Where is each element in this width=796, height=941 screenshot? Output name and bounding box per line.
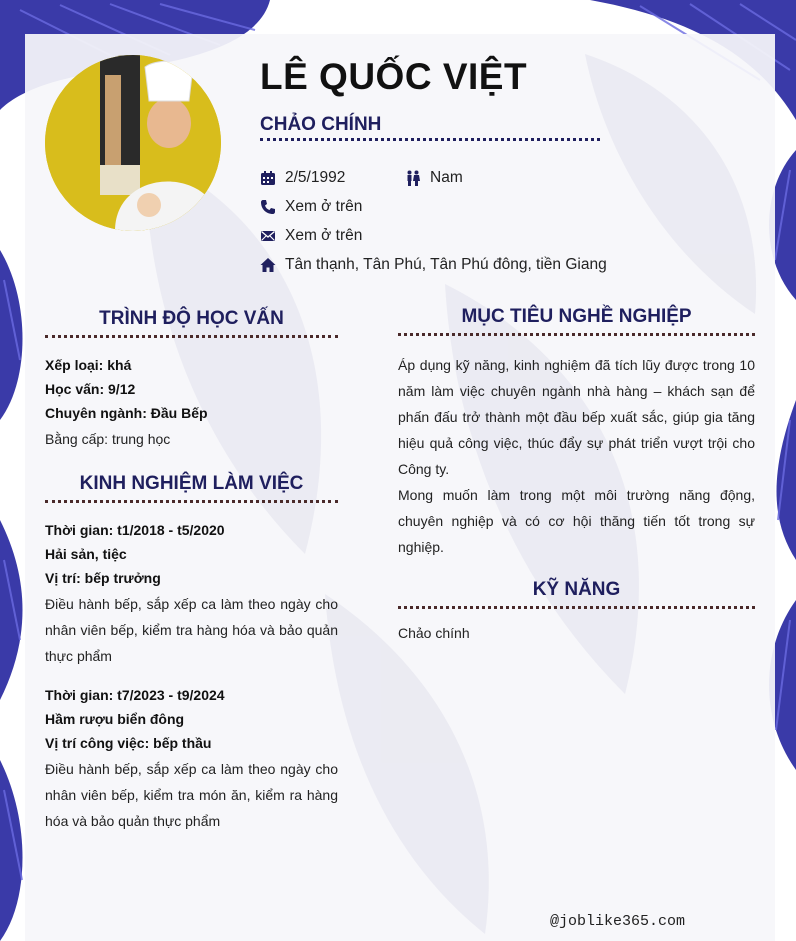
gender-value: Nam bbox=[430, 169, 463, 186]
birthday-value: 2/5/1992 bbox=[285, 169, 346, 186]
home-icon bbox=[260, 257, 276, 273]
education-title: TRÌNH ĐỘ HỌC VẤN bbox=[99, 308, 284, 329]
job1-time: Thời gian: t1/2018 - t5/2020 bbox=[45, 522, 225, 538]
skills-title: KỸ NĂNG bbox=[532, 579, 621, 600]
job2-company: Hầm rượu biển đông bbox=[45, 711, 185, 727]
objective-title: MỤC TIÊU NGHỀ NGHIỆP bbox=[461, 306, 692, 327]
job2-position: Vị trí công việc: bếp thầu bbox=[45, 735, 212, 751]
birthday-row bbox=[260, 169, 345, 187]
address-row bbox=[260, 256, 607, 274]
job1-company: Hải sản, tiệc bbox=[45, 546, 127, 562]
phone-icon bbox=[260, 199, 276, 215]
job2-time: Thời gian: t7/2023 - t9/2024 bbox=[45, 687, 225, 703]
skill-item: Chảo chính bbox=[398, 625, 470, 641]
candidate-name: LÊ QUỐC VIỆT bbox=[260, 56, 528, 97]
education-rank: Xếp loại: khá bbox=[45, 357, 132, 373]
education-divider bbox=[45, 335, 338, 338]
skills-divider bbox=[398, 606, 755, 609]
education-degree: Bằng cấp: trung học bbox=[45, 431, 171, 447]
job1-description: Điều hành bếp, sắp xếp ca làm theo ngày cho nhân viên bếp, kiểm tra hàng hóa và bảo quản thực phẩm bbox=[45, 596, 338, 664]
phone-row bbox=[260, 198, 362, 216]
calendar-icon bbox=[260, 170, 276, 186]
email-value: Xem ở trên bbox=[285, 227, 363, 244]
title-divider bbox=[260, 138, 600, 141]
job2-description: Điều hành bếp, sắp xếp ca làm theo ngày cho nhân viên bếp, kiểm tra món ăn, kiểm ra hàng hóa và bảo quản thực phẩm bbox=[45, 761, 338, 829]
experience-divider bbox=[45, 500, 338, 503]
envelope-icon bbox=[260, 228, 276, 244]
job1-position: Vị trí: bếp trưởng bbox=[45, 570, 161, 586]
objective-paragraph-1: Áp dụng kỹ năng, kinh nghiệm đã tích lũy được trong 10 năm làm việc chuyên ngành nhà hàng – khách sạn để phấn đấu trở thành một đầu bếp xuất sắc, giúp gia tăng hiệu quả công việc, thúc đẩy sự phát triển vượt trội cho Công ty. bbox=[398, 357, 755, 477]
experience-title: KINH NGHIỆM LÀM VIỆC bbox=[79, 473, 304, 494]
education-major: Chuyên ngành: Đầu Bếp bbox=[45, 405, 208, 421]
education-level: Học vấn: 9/12 bbox=[45, 381, 136, 397]
address-value: Tân thạnh, Tân Phú, Tân Phú đông, tiền Giang bbox=[285, 256, 607, 273]
gender-row bbox=[405, 169, 463, 187]
gender-icon bbox=[405, 170, 421, 186]
avatar bbox=[45, 55, 221, 231]
phone-value: Xem ở trên bbox=[285, 198, 363, 215]
footer-handle: @joblike365.com bbox=[550, 913, 686, 930]
objective-paragraph-2: Mong muốn làm trong một môi trường năng động, chuyên nghiệp và có cơ hội thăng tiến tốt trong sự nghiệp. bbox=[398, 487, 755, 555]
objective-divider bbox=[398, 333, 755, 336]
chef-photo bbox=[45, 55, 221, 231]
email-row bbox=[260, 227, 362, 245]
job-title: CHẢO CHÍNH bbox=[260, 114, 382, 135]
